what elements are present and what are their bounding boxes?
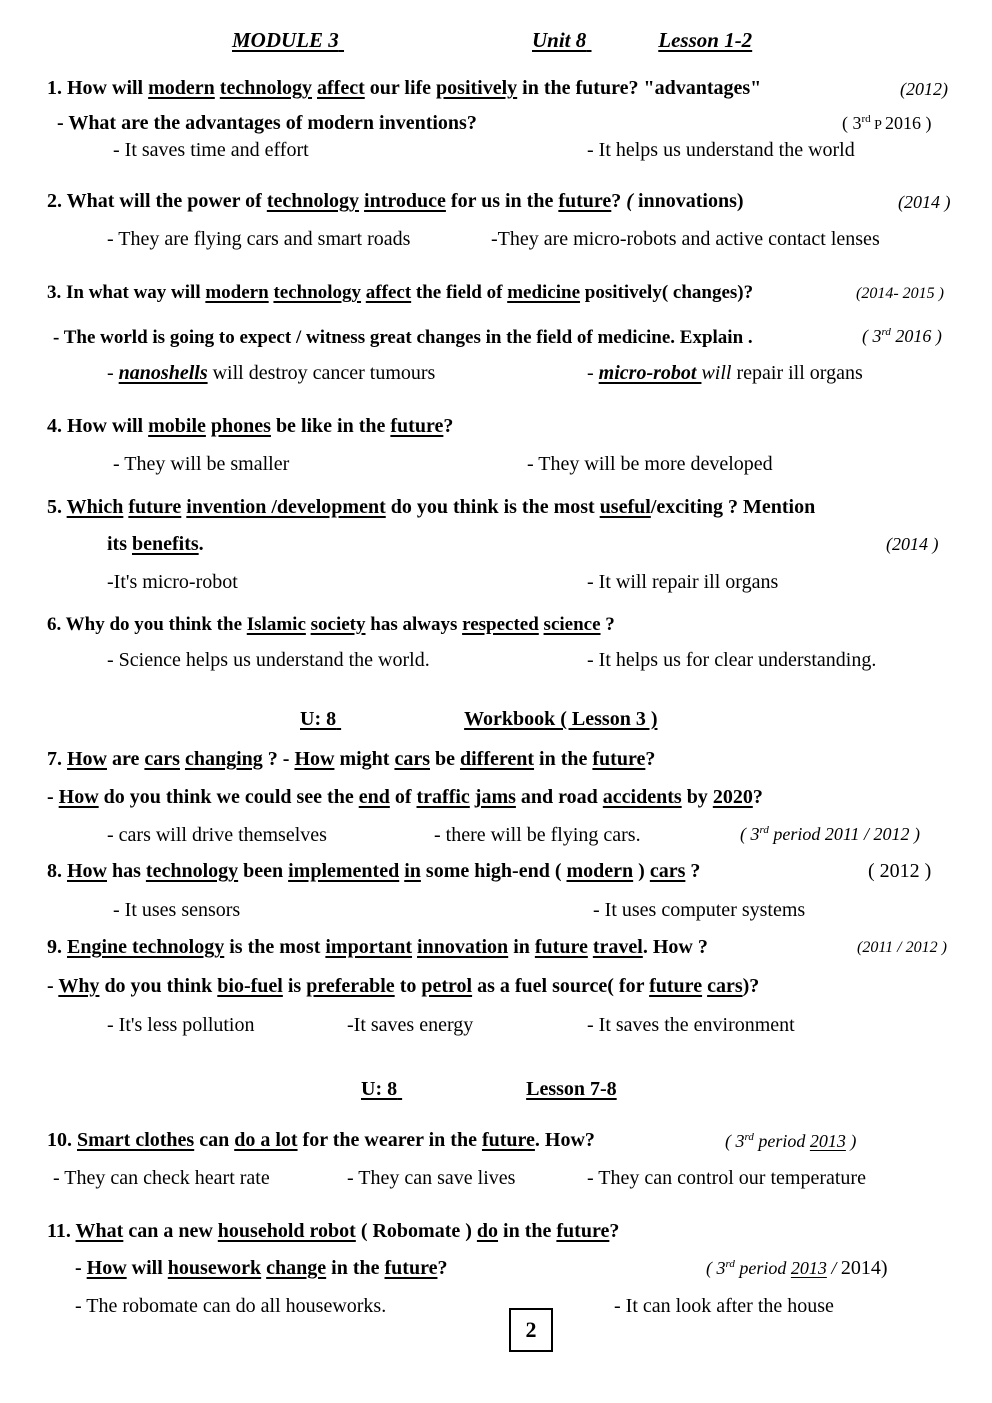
question-4: 4. How will mobile phones be like in the future? — [47, 415, 454, 437]
answer-5a: -It's micro-robot — [107, 571, 238, 593]
unit-title: Unit 8 — [532, 28, 587, 52]
question-8-year: ( 2012 ) — [868, 860, 932, 882]
question-11-year: ( 3rd period 2013 / 2014) — [706, 1257, 888, 1279]
answer-2a: - They are flying cars and smart roads — [107, 228, 411, 250]
question-7-year: ( 3rd period 2011 / 2012 ) — [740, 824, 921, 844]
question-2: 2. What will the power of technology introduce for us in the future? ( innovations) — [47, 190, 744, 212]
answer-5b: - It will repair ill organs — [587, 571, 779, 593]
answer-11b: - It can look after the house — [614, 1295, 834, 1317]
answer-4b: - They will be more developed — [527, 453, 773, 475]
question-5-line-2: its benefits. — [107, 533, 204, 555]
section-3-header: U: 8 Lesson 7-8 — [361, 1078, 617, 1100]
question-9: 9. Engine technology is the most important innovation in future travel. How ? — [47, 936, 708, 958]
question-8: 8. How has technology been implemented in some high-end ( modern ) cars ? — [47, 860, 701, 882]
question-3-sub-year: ( 3rd 2016 ) — [862, 326, 942, 346]
answer-2b: -They are micro-robots and active contact lenses — [491, 228, 880, 250]
question-10-year: ( 3rd period 2013 ) — [725, 1131, 857, 1151]
question-1-sub-year: ( 3rd P 2016 ) — [842, 113, 932, 133]
lesson-title: Lesson 1-2 — [658, 28, 753, 52]
section-2-header: U: 8 Workbook ( Lesson 3 ) — [300, 708, 658, 730]
module-title: MODULE 3 — [232, 28, 339, 52]
page-number: 2 — [509, 1308, 553, 1352]
question-9-sub: - Why do you think bio-fuel is preferable to petrol as a fuel source( for future cars)? — [47, 975, 760, 997]
answer-1b: - It helps us understand the world — [587, 139, 855, 161]
answer-10a: - They can check heart rate — [53, 1167, 270, 1189]
answer-8a: - It uses sensors — [113, 899, 241, 921]
answer-9b: -It saves energy — [347, 1014, 474, 1036]
answer-8b: - It uses computer systems — [593, 899, 806, 921]
question-5: 5. Which future invention /development do you think is the most useful/exciting ? Mention — [47, 496, 816, 518]
question-7-sub: - How do you think we could see the end of traffic jams and road accidents by 2020? — [47, 786, 763, 808]
header-module — [232, 30, 452, 51]
header-unit — [532, 30, 752, 51]
question-11: 11. What can a new household robot ( Robomate ) do in the future? — [47, 1220, 620, 1242]
question-6: 6. Why do you think the Islamic society has always respected science ? — [47, 614, 615, 635]
question-11-sub: - How will housework change in the future? — [75, 1257, 448, 1279]
answer-11a: - The robomate can do all houseworks. — [75, 1295, 387, 1317]
question-3-sub: - The world is going to expect / witness great changes in the field of medicine. Explain . — [53, 327, 753, 348]
answer-4a: - They will be smaller — [113, 453, 290, 475]
answer-9a: - It's less pollution — [107, 1014, 255, 1036]
answer-3a: - nanoshells will destroy cancer tumours — [107, 362, 436, 384]
question-1-sub: - What are the advantages of modern inventions? — [57, 112, 477, 134]
answer-10b: - They can save lives — [347, 1167, 516, 1189]
question-1: 1. How will modern technology affect our life positively in the future? "advantages" — [47, 77, 762, 99]
answer-6a: - Science helps us understand the world. — [107, 649, 430, 671]
question-3: 3. In what way will modern technology affect the field of medicine positively( changes)? — [47, 282, 754, 303]
question-9-year: (2011 / 2012 ) — [857, 939, 947, 956]
question-7: 7. How are cars changing ? - How might cars be different in the future? — [47, 748, 656, 770]
question-3-year: (2014- 2015 ) — [856, 285, 944, 302]
question-5-year: (2014 ) — [886, 534, 939, 554]
question-1-year: (2012) — [900, 79, 948, 99]
answer-7b: - there will be flying cars. — [434, 824, 641, 846]
answer-3b: - micro-robot will repair ill organs — [587, 362, 863, 384]
answer-1a: - It saves time and effort — [113, 139, 309, 161]
question-2-year: (2014 ) — [898, 192, 951, 212]
answer-7a: - cars will drive themselves — [107, 824, 327, 846]
answer-6b: - It helps us for clear understanding. — [587, 649, 877, 671]
answer-10c: - They can control our temperature — [587, 1167, 866, 1189]
question-10: 10. Smart clothes can do a lot for the wearer in the future. How? — [47, 1129, 595, 1151]
answer-9c: - It saves the environment — [587, 1014, 795, 1036]
header-underline-gap — [339, 30, 452, 51]
